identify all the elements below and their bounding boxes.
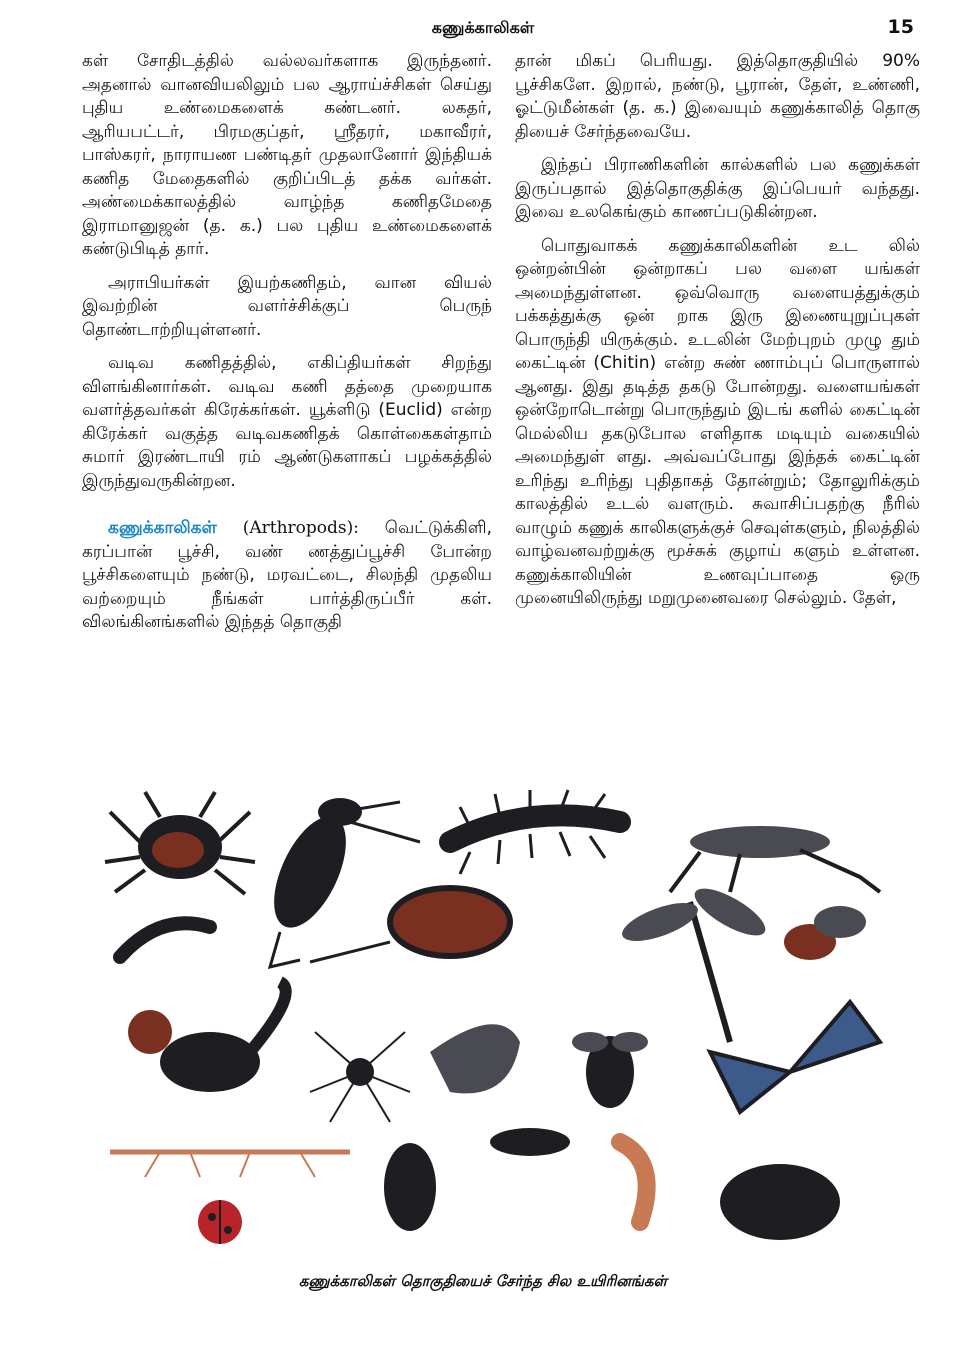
barnacle-illustration bbox=[430, 1024, 520, 1093]
butterfly-illustration bbox=[710, 1002, 880, 1112]
paragraph-text: வெட்டுக்கிளி, கரப்பான் பூச்சி, வண் ணத்துப்பூச்சி போன்ற பூச்சிகளையும் நண்டு, மரவட்டை, சிலந்தி முதலிய வற்றையும் நீங்கள் பார்த்திருப்பீர் கள். விலங்கினங்களில் இந்தத் தொகுதி bbox=[82, 518, 492, 632]
lobster-illustration bbox=[259, 798, 420, 967]
millipede-illustration bbox=[120, 923, 210, 957]
page-header bbox=[0, 14, 966, 44]
centipede-illustration bbox=[450, 790, 620, 874]
left-column bbox=[82, 50, 492, 645]
spider-illustration bbox=[310, 1032, 410, 1122]
paragraph: தான் மிகப் பெரியது. இத்தொகுதியில் 90% பூச்சிகளே. இறால், நண்டு, பூரான், தேள், உண்ணி, ஓட்டுமீன்கள் (த. க.) இவையும் கணுக்காலித் தொகு தியைச் சேர்ந்தவையே. bbox=[515, 51, 920, 142]
stick-insect-illustration bbox=[110, 1152, 350, 1177]
dragonfly-illustration bbox=[618, 880, 772, 1042]
term-heading: கணுக்காலிகள் bbox=[108, 518, 217, 538]
crab-illustration bbox=[105, 792, 255, 894]
scorpion-illustration bbox=[128, 982, 286, 1092]
grasshopper-illustration bbox=[670, 826, 880, 892]
bee-illustration bbox=[784, 906, 866, 960]
page-number: 15 bbox=[887, 16, 914, 38]
paragraph: பொதுவாகக் கணுக்காலிகளின் உட லில் ஒன்றன்பின் ஒன்றாகப் பல வளை யங்கள் அமைந்துள்ளன. ஒவ்வொரு வளையத்துக்கும் பக்கத்துக்கு ஒன் றாக இரு இணையுறுப்புகள் பொருந்தி யிருக்கும். உடலின் மேற்புறம் முழு தும் கைட்டின் (Chitin) என்ற சுண் ணாம்புப் பொருளால் ஆனது. இது தடித்த தகடு போன்றது. வளையங்கள் ஒன்றோடொன்று பொருந்தும் இடங் களில் கைட்டின் மெல்லிய தகடுபோல எளிதாக மடியும் வகையில் அமைந்துள் ளது. அவ்வப்போது இந்தக் கைட்டின் உரிந்து உரிந்து புதிதாகத் தோன்றும்; தோலுரிக்கும் காலத்தில் உடல் வளரும். சுவாசிப்பதற்கு நீரில் வாழும் கணுக் காலிகளுக்குச் செவுள்களும், நிலத்தில் வாழ்வனவற்றுக்கு மூச்சுக் குழாய் களும் உள்ளன. கணுக்காலியின் உணவுப்பாதை ஒரு முனையிலிருந்து மறுமுனைவரை செல்லும். தேள், bbox=[515, 235, 920, 608]
figure-caption: கணுக்காலிகள் தொகுதியைச் சேர்ந்த சில உயிரினங்கள் bbox=[298, 1272, 668, 1290]
paragraph: வடிவ கணிதத்தில், எகிப்தியர்கள் சிறந்து விளங்கினார்கள். வடிவ கணி தத்தை முறையாக வளர்த்தவர்கள் கிரேக்கர்கள். யூக்ளிடு (Euclid) என்ற கிரேக்கர் வகுத்த வடிவகணிதக் கொள்கைகள்தாம் சுமார் இரண்டாயி ரம் ஆண்டுகளாகப் பழக்கத்தில் இருந்துவருகின்றன. bbox=[82, 353, 492, 491]
horseshoe-crab-illustration bbox=[310, 888, 510, 962]
term-latin: (Arthropods): bbox=[242, 518, 359, 538]
arthropods-illustration bbox=[100, 782, 900, 1272]
ant-illustration bbox=[490, 1128, 570, 1156]
right-column bbox=[515, 50, 920, 621]
cockroach-illustration bbox=[720, 1164, 840, 1240]
shrimp-illustration bbox=[620, 1142, 647, 1222]
paragraph: கள் சோதிடத்தில் வல்லவர்களாக இருந்தனர். அதனால் வானவியலிலும் பல ஆராய்ச்சிகள் செய்து புதிய உண்மைகளைக் கண்டனர். லகதர், ஆரியபட்டர், பிரமகுப்தர், ஸ்ரீதரர், மகாவீரர், பாஸ்கரர், நாராயண பண்டிதர் முதலானோர் இந்தியக் கணித மேதைகளில் குறிப்பிடத் தக்க வர்கள். அண்மைக்காலத்தில் வாழ்ந்த கணிதமேதை இராமானுஜன் (த. க.) பல புதிய உண்மைகளைக் கண்டுபிடித் தார். bbox=[82, 51, 492, 259]
running-title: கணுக்காலிகள் bbox=[431, 18, 535, 37]
paragraph: அராபியர்கள் இயற்கணிதம், வான வியல் இவற்றின் வளர்ச்சிக்குப் பெருந் தொண்டாற்றியுள்ளனர். bbox=[82, 272, 492, 340]
paragraph: இந்தப் பிராணிகளின் கால்களில் பல கணுக்கள் இருப்பதால் இத்தொகுதிக்கு இப்பெயர் வந்தது. இவை உலகெங்கும் காணப்படுகின்றன. bbox=[515, 155, 920, 222]
bee-illustration bbox=[384, 1143, 436, 1231]
ladybird-illustration bbox=[198, 1200, 242, 1244]
fly-illustration bbox=[572, 1032, 648, 1108]
arthropods-paragraph bbox=[82, 517, 492, 635]
